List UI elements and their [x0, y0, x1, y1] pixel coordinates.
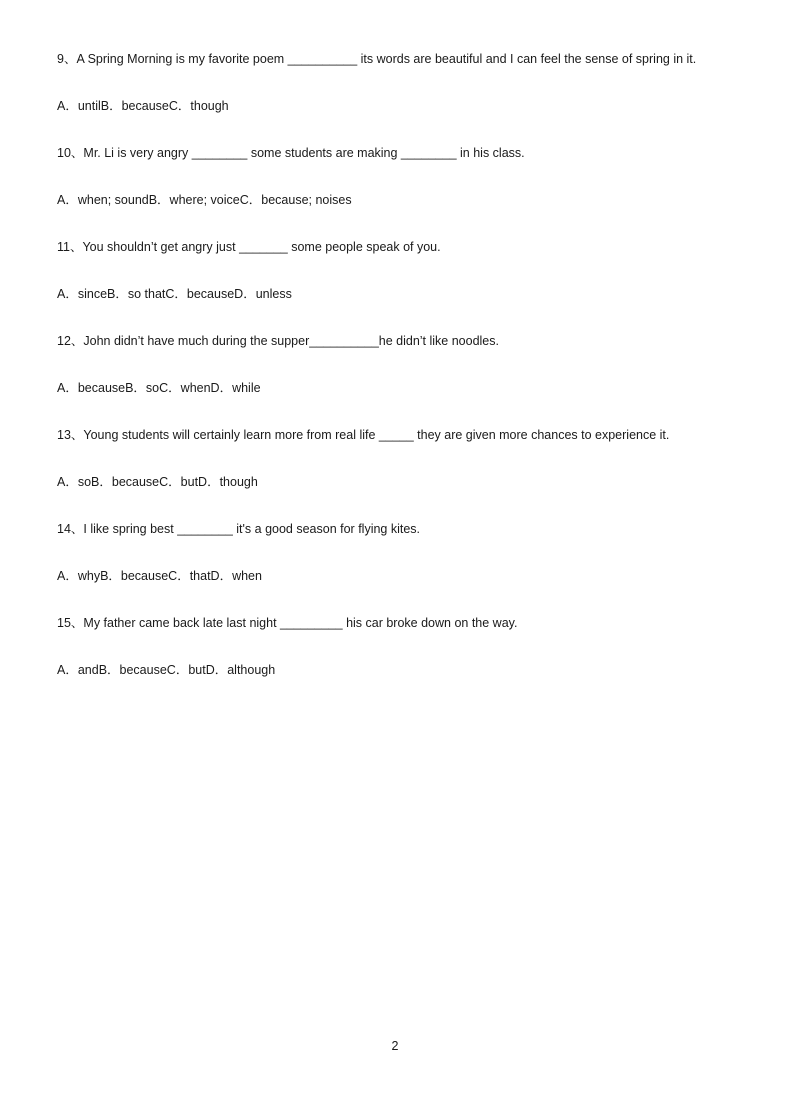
question-13-stem: 13、Young students will certainly learn more from real life _____ they are given more chances to experience it. — [57, 428, 670, 442]
question-12-stem: 12、John didn’t have much during the supper__________he didn’t like noodles. — [57, 334, 499, 348]
question-11-stem: 11、You shouldn’t get angry just _______ some people speak of you. — [57, 240, 441, 254]
page-number: 2 — [391, 1039, 399, 1053]
question-13-options: A．soB．becauseC．butD．though — [57, 475, 258, 489]
question-10-options: A．when; soundB．where; voiceC．because; noises — [57, 193, 352, 207]
question-11-options: A．sinceB．so thatC．becauseD．unless — [57, 287, 292, 301]
question-15-options: A．andB．becauseC．butD．although — [57, 663, 276, 677]
question-15-stem: 15、My father came back late last night _________ his car broke down on the way. — [57, 616, 518, 630]
question-14-stem: 14、I like spring best ________ it's a good season for flying kites. — [57, 522, 421, 536]
question-9-options: A．untilB．becauseC．though — [57, 99, 229, 113]
question-9-stem: 9、A Spring Morning is my favorite poem __________ its words are beautiful and I can feel the sense of spring in it. — [57, 52, 697, 66]
question-12-options: A．becauseB．soC．whenD．while — [57, 381, 261, 395]
question-14-options: A．whyB．becauseC．thatD．when — [57, 569, 262, 583]
question-10-stem: 10、Mr. Li is very angry ________ some students are making ________ in his class. — [57, 146, 525, 160]
